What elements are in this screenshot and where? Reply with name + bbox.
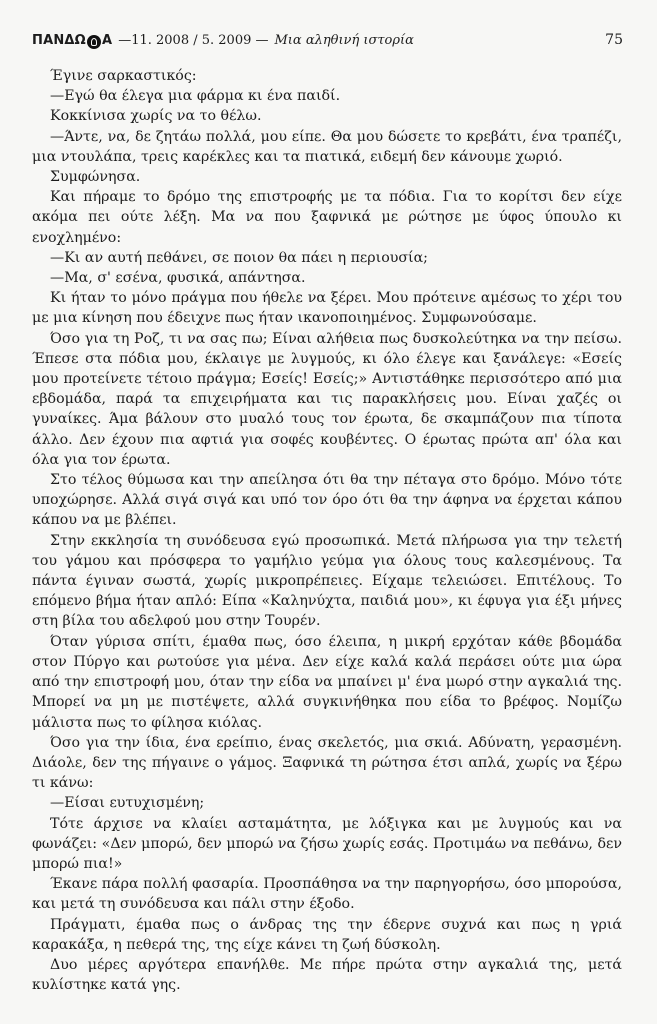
page-header	[32, 32, 623, 54]
paragraph: —Κι αν αυτή πεθάνει, σε ποιον θα πάει η περιουσία;	[50, 249, 428, 266]
paragraph: Στην εκκλησία τη συνόδευσα εγώ προσωπικά. Μετά πλήρωσα για την τελετή του γάμου και πρόσφερα το γαμήλιο γεύμα για όλους τους καλεσμένους. Τα πάντα έγιναν σωστά, χωρίς μικροπρέπειες. Είχαμε τελειώσει. Επιτέλους. Το επόμενο βήμα ήταν απλό: Είπα «Καληνύχτα, παιδιά μου», κι έφυγα για έξι μήνες στη βίλα του αδελφού μου στην Τουρέν.	[32, 532, 622, 630]
paragraph: —Είσαι ευτυχισμένη;	[50, 795, 205, 812]
paragraph: Έκανε πάρα πολλή φασαρία. Προσπάθησα να την παρηγορήσω, όσο μπορούσα, και μετά τη συνόδευσα και πάλι στην έξοδο.	[32, 876, 622, 913]
paragraph: Κι ήταν το μόνο πράγμα που ήθελε να ξέρει. Μου πρότεινε αμέσως το χέρι του με μια κίνηση που έδειχνε πως ήταν ικανοποιημένος. Συμφωνούσαμε.	[32, 290, 622, 327]
running-title: Μια αληθινή ιστορία	[274, 33, 414, 48]
paragraph: Τότε άρχισε να κλαίει ασταμάτητα, με λόξιγκα και με λυγμούς και να φωνάζει: «Δεν μπορώ, δεν μπορώ να ζήσω χωρίς εσάς. Προτιμάω να πεθάνω, δεν μπορώ πια!»	[32, 815, 622, 872]
paragraph: —Εγώ θα έλεγα μια φάρμα κι ένα παιδί.	[50, 88, 341, 105]
paragraph: Όσο για την ίδια, ένα ερείπιο, ένας σκελετός, μια σκιά. Αδύνατη, γερασμένη. Διάολε, δεν της πήγαινε ο γάμος. Ξαφνικά τη ρώτησα έτσι απλά, χωρίς να ξέρω τι κάνω:	[32, 734, 622, 792]
paragraph: Όταν γύρισα σπίτι, έμαθα πως, όσο έλειπα, η μικρή ερχόταν κάθε βδομάδα στον Πύργο και ρωτούσε για μένα. Δεν είχε καλά καλά περάσει ούτε μια ώρα από την επιστροφή μου, όταν την είδα να μπαίνει μ' ένα μωρό στην αγκαλιά της. Μπορεί να μη με πιστέψετε, αλλά συγκινήθηκα που είδα το βρέφος. Νομίζω μάλιστα πως το φίλησα κιόλας.	[32, 633, 622, 731]
journal-logo	[32, 33, 112, 48]
paragraph: Και πήραμε το δρόμο της επιστροφής με τα πόδια. Για το κορίτσι δεν είχε ακόμα πει ούτε λέξη. Μα να που ξαφνικά με ρώτησε με ύφος ύπουλο κι ενοχλημένο:	[32, 189, 622, 246]
paragraph: Πράγματι, έμαθα πως ο άνδρας της την έδερνε συχνά και πως η γριά καρακάξα, η πεθερά της, της είχε κάνει τη ζωή δύσκολη.	[32, 916, 622, 953]
logo-text-left: ΠΑΝΔΩ	[32, 33, 86, 48]
logo-text-right: Α	[101, 33, 113, 48]
paragraph: Συμφώνησα.	[50, 169, 141, 186]
paragraph: Δυο μέρες αργότερα επανήλθε. Με πήρε πρώτα στην αγκαλιά της, μετά κυλίστηκε κατά γης.	[32, 956, 622, 994]
paragraph: Έγινε σαρκαστικός:	[50, 68, 197, 84]
page-number: 75	[605, 32, 623, 48]
paragraph: Κοκκίνισα χωρίς να το θέλω.	[50, 108, 262, 125]
paragraph: Στο τέλος θύμωσα και την απείλησα ότι θα την πέταγα στο δρόμο. Μόνο τότε υποχώρησε. Αλλά σιγά σιγά και υπό τον όρο ότι θα την άφηνα να έρχεται κάπου κάπου να με βλέπει.	[32, 472, 622, 529]
issue-dates: —11. 2008 / 5. 2009 —	[118, 33, 269, 48]
paragraph: Όσο για τη Ροζ, τι να σας πω; Είναι αλήθεια πως δυσκολεύτηκα να την πείσω. Έπεσε στα πόδια μου, έκλαιγε με λυγμούς, κι όλο έλεγε και ξανάλεγε: «Εσείς μου προτείνετε τέτοιο πράγμα; Εσείς! Εσείς;» Αντιστάθηκε περισσότερο από μια εβδομάδα, παρά τα επιχειρήματα και τις παρακλήσεις μου. Είναι χαζές οι γυναίκες. Άμα βάλουν στο μυαλό τους τον έρωτα, δε σκαμπάζουν πια τίποτα άλλο. Δεν έχουν πια αφτιά για σοφές κουβέντες. Ο έρωτας πρώτα απ' όλα και όλα για τον έρωτα.	[32, 330, 622, 468]
paragraph: —Μα, σ' εσένα, φυσικά, απάντησα.	[50, 270, 306, 287]
body-text	[32, 66, 622, 995]
logo-owl-icon	[87, 35, 101, 49]
paragraph: —Άντε, να, δε ζητάω πολλά, μου είπε. Θα μου δώσετε το κρεβάτι, ένα τραπέζι, μια ντουλάπα, τρεις καρέκλες και τα πιατικά, ειδεμή δεν κάνουμε χωριό.	[32, 128, 622, 165]
